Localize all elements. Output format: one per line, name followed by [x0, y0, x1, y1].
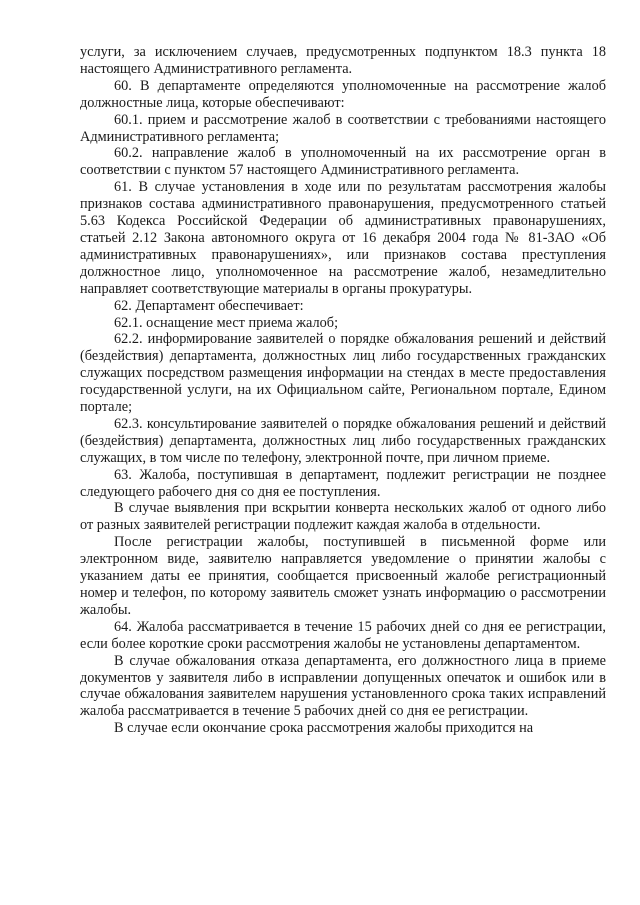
paragraph-60: 60. В департаменте определяются уполномоченные на рассмотрение жалоб должностные лица, которые обеспечивают:: [80, 77, 606, 111]
paragraph-62-1: 62.1. оснащение мест приема жалоб;: [114, 314, 339, 331]
paragraph-62-3: 62.3. консультирование заявителей о порядке обжалования решений и действий (бездействия) департамента, должностных лиц либо государственных гражданских служащих, в том числе по телефону, электронной почте, при личном приеме.: [80, 415, 606, 466]
paragraph-61: 61. В случае установления в ходе или по результатам рассмотрения жалобы признаков состава административного правонарушения, предусмотренного статьей 5.63 Кодекса Российской Федерации об административных правонарушениях, статьей 2.12 Закона автономного округа от 16 декабря 2004 года № 81-ЗАО «Об административных правонарушениях», или признаков состава преступления должностное лицо, уполномоченное на рассмотрение жалоб, незамедлительно направляет соответствующие материалы в органы прокуратуры.: [80, 179, 606, 297]
document-page: [80, 44, 606, 737]
paragraph-62: 62. Департамент обеспечивает:: [114, 297, 304, 314]
paragraph-62-2: 62.2. информирование заявителей о порядке обжалования решений и действий (бездействия) департамента, должностных лиц либо государственных гражданских служащих посредством размещения информации на стендах в месте предоставления государственной услуги, на их Официальном сайте, Региональном портале, Едином портале;: [80, 331, 606, 416]
paragraph-60-2: 60.2. направление жалоб в уполномоченный на их рассмотрение орган в соответствии с пунктом 57 настоящего Административного регламента.: [80, 145, 606, 179]
paragraph-64-refusal: В случае обжалования отказа департамента, его должностного лица в приеме документов у заявителя либо в исправлении допущенных опечаток и ошибок или в случае обжалования заявителем нарушения установленного срока таких исправлений жалоба рассматривается в течение 5 рабочих дней со дня ее регистрации.: [80, 652, 606, 720]
paragraph-63-envelope: В случае выявления при вскрытии конверта нескольких жалоб от одного либо от разных заявителей регистрации подлежит каждая жалоба в отдельности.: [80, 500, 606, 534]
paragraph-63-notice: После регистрации жалобы, поступившей в письменной форме или электронном виде, заявителю направляется уведомление о принятии жалобы с указанием даты ее принятия, сообщается присвоенный жалобе регистрационный номер и телефон, по которому заявитель сможет узнать информацию о рассмотрении жалобы.: [80, 534, 606, 618]
paragraph-60-1: 60.1. прием и рассмотрение жалоб в соответствии с требованиями настоящего Административного регламента;: [80, 111, 606, 145]
paragraph-64: 64. Жалоба рассматривается в течение 15 рабочих дней со дня ее регистрации, если более короткие сроки рассмотрения жалобы не установлены департаментом.: [80, 618, 606, 652]
paragraph-64-deadline: В случае если окончание срока рассмотрения жалобы приходится на: [114, 720, 534, 737]
paragraph-63: 63. Жалоба, поступившая в департамент, подлежит регистрации не позднее следующего рабочего дня со дня ее поступления.: [80, 466, 606, 500]
paragraph-continuation-18-3: услуги, за исключением случаев, предусмотренных подпунктом 18.3 пункта 18 настоящего Административного регламента.: [80, 44, 606, 77]
